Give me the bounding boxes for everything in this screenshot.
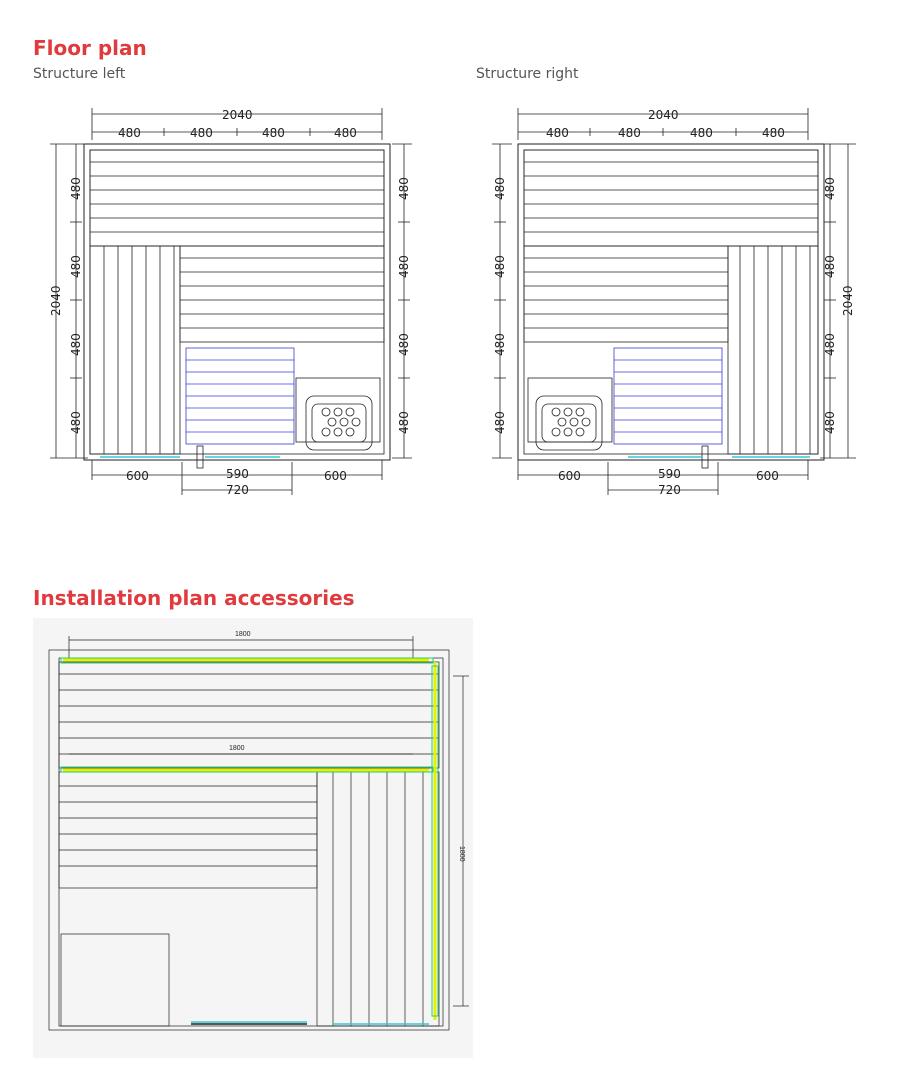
dim-total-side-right: 2040 (841, 285, 855, 316)
dim-module-left-2: 480 (190, 126, 213, 140)
dim-module-left-3: 480 (262, 126, 285, 140)
dim-module-left-4: 480 (334, 126, 357, 140)
dim-total-side-left: 2040 (49, 285, 63, 316)
dim-module-vert-r-right-2: 480 (823, 255, 837, 278)
floor-plan-left (40, 100, 460, 500)
dim-module-right-4: 480 (762, 126, 785, 140)
floor-plan-title: Floor plan (33, 36, 147, 60)
dim-module-vert-right-2: 480 (397, 255, 411, 278)
dim-module-vert-r-left-4: 480 (493, 411, 507, 434)
structure-right-label: Structure right (476, 66, 579, 82)
structure-left-label: Structure left (33, 66, 126, 82)
dim-module-vert-r-right-1: 480 (823, 177, 837, 200)
dim-module-right-2: 480 (618, 126, 641, 140)
dim-module-right-1: 480 (546, 126, 569, 140)
dim-module-left-1: 480 (118, 126, 141, 140)
dim-module-vert-left-2: 480 (69, 255, 83, 278)
dim-side-left-r: 600 (558, 469, 581, 483)
dim-module-vert-right-3: 480 (397, 333, 411, 356)
dim-door-outer: 720 (226, 483, 249, 497)
dim-module-vert-right-1: 480 (397, 177, 411, 200)
installation-plan (33, 618, 473, 1058)
dim-module-vert-left-3: 480 (69, 333, 83, 356)
dim-total-top-right: 2040 (648, 108, 679, 122)
dim-module-vert-right-4: 480 (397, 411, 411, 434)
dim-door-r: 590 (658, 467, 681, 481)
dim-side-right-r: 600 (756, 469, 779, 483)
dim-module-vert-r-right-4: 480 (823, 411, 837, 434)
dim-door: 590 (226, 467, 249, 481)
dim-side-left: 600 (126, 469, 149, 483)
install-dim-mid: 1800 (229, 745, 245, 752)
installation-plan-title: Installation plan accessories (33, 586, 355, 610)
dim-module-vert-r-left-1: 480 (493, 177, 507, 200)
dim-module-vert-r-left-3: 480 (493, 333, 507, 356)
dim-module-right-3: 480 (690, 126, 713, 140)
dim-total-top-left: 2040 (222, 108, 253, 122)
dim-module-vert-left-1: 480 (69, 177, 83, 200)
dim-module-vert-r-right-3: 480 (823, 333, 837, 356)
dim-module-vert-left-4: 480 (69, 411, 83, 434)
dim-door-outer-r: 720 (658, 483, 681, 497)
install-dim-right: 1800 (458, 846, 465, 862)
install-dim-top: 1800 (235, 631, 251, 638)
floor-plan-right (478, 100, 898, 500)
dim-side-right: 600 (324, 469, 347, 483)
dim-module-vert-r-left-2: 480 (493, 255, 507, 278)
